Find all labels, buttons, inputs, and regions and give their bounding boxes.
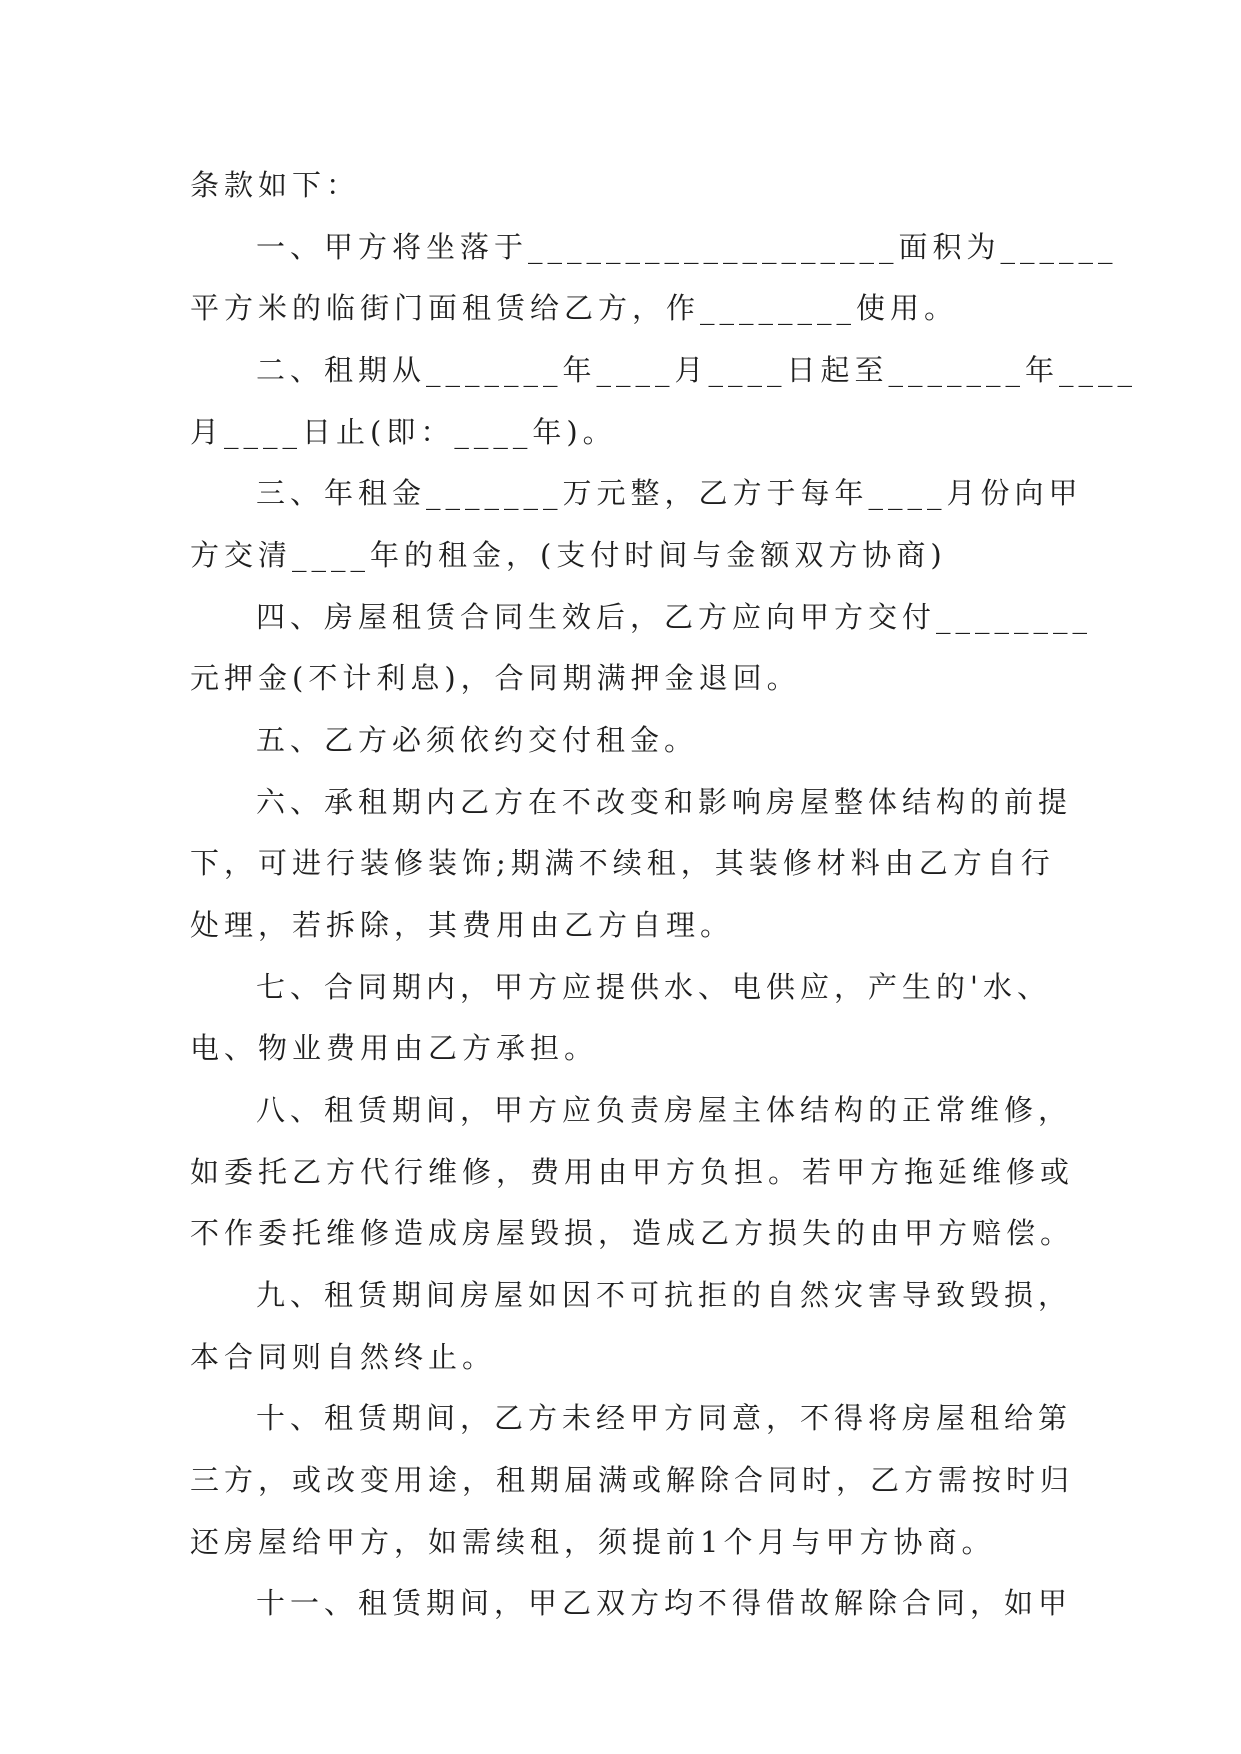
clause-1-line-1: 一、甲方将坐落于___________________面积为______	[256, 230, 1118, 264]
clause-6-line-1: 六、承租期内乙方在不改变和影响房屋整体结构的前提	[256, 785, 1073, 819]
clause-3-line-2: 方交清____年的租金，(支付时间与金额双方协商)	[190, 538, 947, 572]
clause-11-line-1: 十一、租赁期间，甲乙双方均不得借故解除合同，如甲	[256, 1586, 1073, 1620]
clause-10-line-1: 十、租赁期间，乙方未经甲方同意，不得将房屋租给第	[256, 1401, 1073, 1435]
clause-7-line-1: 七、合同期内，甲方应提供水、电供应，产生的'水、	[256, 970, 1051, 1004]
clause-2-line-1: 二、租期从_______年____月____日起至_______年____	[256, 353, 1138, 387]
clause-8-line-1: 八、租赁期间，甲方应负责房屋主体结构的正常维修，	[256, 1093, 1073, 1127]
clause-5-line-1: 五、乙方必须依约交付租金。	[256, 723, 699, 757]
clause-4-line-2: 元押金(不计利息)，合同期满押金退回。	[190, 661, 801, 695]
clause-9-line-2: 本合同则自然终止。	[190, 1340, 497, 1374]
clause-7-line-2: 电、物业费用由乙方承担。	[190, 1031, 599, 1065]
clause-1-line-2: 平方米的临街门面租赁给乙方，作________使用。	[190, 291, 959, 325]
clause-3-line-1: 三、年租金_______万元整，乙方于每年____月份向甲	[256, 476, 1083, 510]
clause-8-line-3: 不作委托维修造成房屋毁损，造成乙方损失的由甲方赔偿。	[190, 1216, 1075, 1250]
clause-6-line-3: 处理，若拆除，其费用由乙方自理。	[190, 908, 735, 942]
clause-2-line-2: 月____日止(即：____年)。	[190, 415, 617, 449]
clause-8-line-2: 如委托乙方代行维修，费用由甲方负担。若甲方拖延维修或	[190, 1155, 1075, 1189]
clause-10-line-2: 三方，或改变用途，租期届满或解除合同时，乙方需按时归	[190, 1463, 1075, 1497]
clause-10-line-3: 还房屋给甲方，如需续租，须提前1个月与甲方协商。	[190, 1525, 996, 1559]
clause-9-line-1: 九、租赁期间房屋如因不可抗拒的自然灾害导致毁损，	[256, 1278, 1073, 1312]
intro-line: 条款如下：	[190, 168, 361, 202]
clause-6-line-2: 下，可进行装修装饰;期满不续租，其装修材料由乙方自行	[190, 846, 1055, 880]
clause-4-line-1: 四、房屋租赁合同生效后，乙方应向甲方交付________	[256, 600, 1093, 634]
